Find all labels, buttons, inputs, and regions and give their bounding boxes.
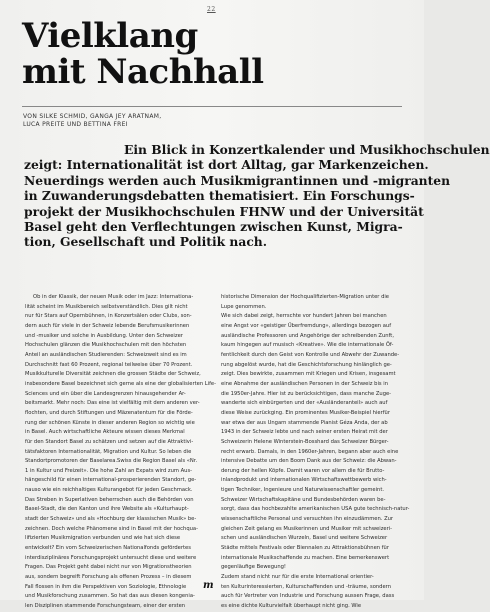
- body-line: tätsfaktoren Internationalität, Migration und Kultur. So leben die: [25, 448, 192, 455]
- publication-logo-mark: m: [203, 580, 214, 591]
- body-line: Fall flossen in ihm die Perspektiven von Soziologie, Ethnologie: [25, 583, 187, 590]
- author-line-2: LUCA PREITE UND BETTINA FREI: [23, 121, 128, 128]
- body-line: intensive Debatte um den Boom Dank aus der Schweiz: die Abwan-: [221, 458, 397, 465]
- body-line: schen und ausländischen Wurzeln, Basel und weitere Schweizer: [221, 535, 388, 542]
- body-line: hängeschild für einen international-prosperierenden Standort, ge-: [25, 477, 197, 484]
- lead-line: zeigt: Internationalität ist dort Alltag, gar Markenzeichen.: [24, 157, 429, 173]
- body-line: wanderte sich einbürgerten und der «Ausländeranteil» auch auf: [221, 400, 388, 407]
- body-line: Zudem stand nicht nur für die erste International orientier-: [221, 574, 374, 581]
- body-line: Fragen. Das Projekt geht dabei nicht nur von Migrationstheorien: [25, 564, 192, 571]
- page-number: 22: [207, 6, 216, 13]
- lead-paragraph: [24, 142, 490, 250]
- body-line: diese Weise zurückging. Ein prominentes Musiker-Beispiel hierfür: [221, 409, 390, 416]
- lead-line: Basel geht den Verflechtungen zwischen Kunst, Migra-: [24, 219, 403, 235]
- body-line: zeigt. Dies bewirkte, zusammen mit Kriegen und Krisen, insgesamt: [221, 371, 396, 378]
- title-divider: [22, 106, 402, 107]
- lead-line: projekt der Musikhochschulen FHNW und der Universität: [24, 203, 424, 219]
- body-line: gegenläufige Bewegung!: [221, 564, 286, 571]
- body-line: Lupe genommen.: [221, 303, 267, 310]
- body-line: recht erwarb. Damals, in den 1960er-Jahren, begann aber auch eine: [221, 448, 399, 455]
- body-line: die 1950er-Jahre. Hier ist zu berücksichtigen, dass manche Zuge-: [221, 390, 392, 397]
- body-line: derung der hellen Köpfe. Damit waren vor allem die für Brutto-: [221, 467, 385, 474]
- body-line: 1943 in der Schweiz lebte und nach seiner ersten Heirat mit der: [221, 429, 388, 436]
- body-column-left: [25, 293, 216, 612]
- body-line: historische Dimension der Hochqualifizierten-Migration unter die: [221, 294, 389, 300]
- body-line: inlandprodukt und internationalen Wirtschaftswettbewerb wich-: [221, 477, 387, 484]
- body-line: Schweizerin Helene Winterstein-Bosshard das Schweizer Bürger-: [221, 438, 389, 445]
- body-line: Das Streben in Superlativen beherrschen auch die Behörden von: [25, 496, 194, 503]
- body-line: lifizierten Musikmigration verbunden und wie hat sich diese: [25, 535, 181, 542]
- body-line: Musikkulturelle Diversität zeichnen die grossen Städte der Schweiz,: [25, 371, 201, 378]
- body-line: Anteil an ausländischen Studierenden: Schweizweit sind es im: [25, 351, 187, 358]
- body-line: und -musiker und solche in Ausbildung. Unter den Schweizer: [25, 332, 183, 339]
- body-column-right: [221, 293, 410, 612]
- body-line: len Disziplinen stammende Forschungsteam, einer der ersten: [25, 603, 186, 609]
- body-line: Wie sich dabei zeigt, herrschte vor hundert Jahren bei manchen: [221, 313, 387, 320]
- body-line: stadt der Schweiz» und als «Hochburg der klassischen Musik» be-: [25, 516, 197, 523]
- author-byline: [23, 113, 161, 129]
- body-line: interdisziplinäres Forschungsprojekt untersucht diese und weitere: [25, 554, 197, 561]
- body-line: für den Standort Basel zu schätzen und setzen auf die Attraktivi-: [25, 438, 194, 445]
- body-line: tigen Techniker, Ingenieure und Naturwissenschaftler gemeint.: [221, 487, 384, 494]
- body-line: Standortpromotoren der Baselarea.Swiss die Region Basel als «Nr.: [25, 458, 198, 465]
- body-line: Sciences und ein über die Landesgrenzen hinausgehender Ar-: [25, 390, 186, 397]
- lead-line: tion, Gesellschaft und Politik nach.: [24, 234, 268, 250]
- body-line: Ob in der Klassik, der neuen Musik oder im Jazz: Internationa-: [33, 294, 194, 300]
- body-line: ten Kulturinteressierten, Kulturschaffenden und -träume, sondern: [221, 583, 392, 590]
- article-title: [22, 18, 264, 90]
- body-line: nur für Stars auf Opernbühnen, in Konzertsälen oder Clubs, son-: [25, 313, 192, 320]
- body-line: internationale Musikschaffende zu machen. Eine bemerkenswert: [221, 554, 390, 561]
- title-line-1: Vielklang: [22, 16, 198, 56]
- body-line: nauso wie ein reichhaltiges Kulturangebot für jeden Geschmack.: [25, 487, 193, 494]
- body-line: und Musikforschung zusammen. So hat das aus diesen kongenia-: [25, 593, 195, 600]
- body-line: Schweizer Wirtschaftskapitäne und Bundesbehörden waren be-: [221, 496, 386, 503]
- body-line: fentlichkeit durch den Geist von Kontrolle und Abwehr der Zuwande-: [221, 351, 400, 358]
- author-line-1: VON SILKE SCHMID, GANGA JEY ARATNAM,: [23, 113, 162, 120]
- body-line: es eine dichte Kulturvielfalt überhaupt nicht ging. Wie: [221, 603, 362, 609]
- body-line: Hochschulen glänzen die Musikhochschulen mit den höchsten: [25, 342, 187, 349]
- body-line: aus, sondern begreift Forschung als offenen Prozess – in diesem: [25, 574, 192, 581]
- body-line: ausländische Professoren und Angehörige der schreibenden Zunft,: [221, 332, 394, 339]
- body-line: wissenschaftliche Personal und versuchten ihn einzudämmen. Zur: [221, 516, 394, 523]
- body-line: Städte mittels Festivals oder Biennalen zu Attraktionsbühnen für: [221, 545, 389, 552]
- title-line-2: mit Nachhall: [22, 52, 264, 92]
- body-line: Basel-Stadt, die den Kanton und ihre Website als «Kulturhaupt-: [25, 506, 189, 513]
- body-line: gleichen Zeit gelang es Musikerinnen und Musiker mit schweizeri-: [221, 525, 393, 532]
- body-line: sorgt, dass das hochbezahlte amerikanischen USA gute technisch-natur-: [221, 506, 410, 513]
- body-line: rung abgelöst wurde, hat die Geschichtsforschung hinlänglich ge-: [221, 361, 392, 368]
- body-line: dern auch für viele in der Schweiz lebende Berufsmusikerinnen: [25, 322, 190, 329]
- body-line: war etwa der aus Ungarn stammende Pianist Géza Anda, der ab: [221, 419, 388, 426]
- lead-line: Ein Blick in Konzertkalender und Musikhochschulen: [124, 142, 490, 157]
- body-line: 1 in Kultur und Freizeit». Die hohe Zahl an Expats wird zum Aus-: [25, 467, 193, 474]
- body-line: entwickelt? Ein vom Schweizerischen Nationalfonds gefördertes: [25, 545, 191, 552]
- body-line: Durchschnitt fast 60 Prozent, regional teilweise über 70 Prozent.: [25, 361, 193, 368]
- body-line: kaum hingegen auf musisch «Kreative». Wie die internationale Öf-: [221, 342, 394, 349]
- lead-line: Neuerdings werden auch Musikmigrantinnen und -migranten: [24, 172, 451, 188]
- body-line: flochten, und durch Stiftungen und Mäzenatentum für die Förde-: [25, 409, 193, 416]
- lead-line: in Zuwanderungsdebatten thematisiert. Ein Forschungs-: [24, 188, 415, 204]
- body-line: beitsmarkt. Mehr noch: Das eine ist vielfältig mit dem anderen ver-: [25, 400, 200, 407]
- body-line: in Basel. Auch wirtschaftliche Akteure wissen dieses Merkmal: [25, 429, 185, 436]
- body-line: insbesondere Basel bezeichnet sich gerne als eine der globalisierten Life-: [25, 380, 216, 387]
- body-line: zeichnen. Doch welche Phänomene sind in Basel mit der hochqua-: [25, 525, 198, 532]
- body-line: eine Angst vor «geistiger Überfremdung», allerdings bezogen auf: [221, 322, 392, 329]
- body-line: rung der schönen Künste in dieser anderen Region so wichtig wie: [25, 419, 195, 426]
- body-line: eine Abnahme der ausländischen Personen in der Schweiz bis in: [221, 380, 388, 387]
- body-line: lität scheint im Musikbereich selbstverständlich. Dies gilt nicht: [25, 303, 188, 310]
- body-line: auch für Vertreter von Industrie und Forschung aussen Frage, dass: [221, 593, 395, 600]
